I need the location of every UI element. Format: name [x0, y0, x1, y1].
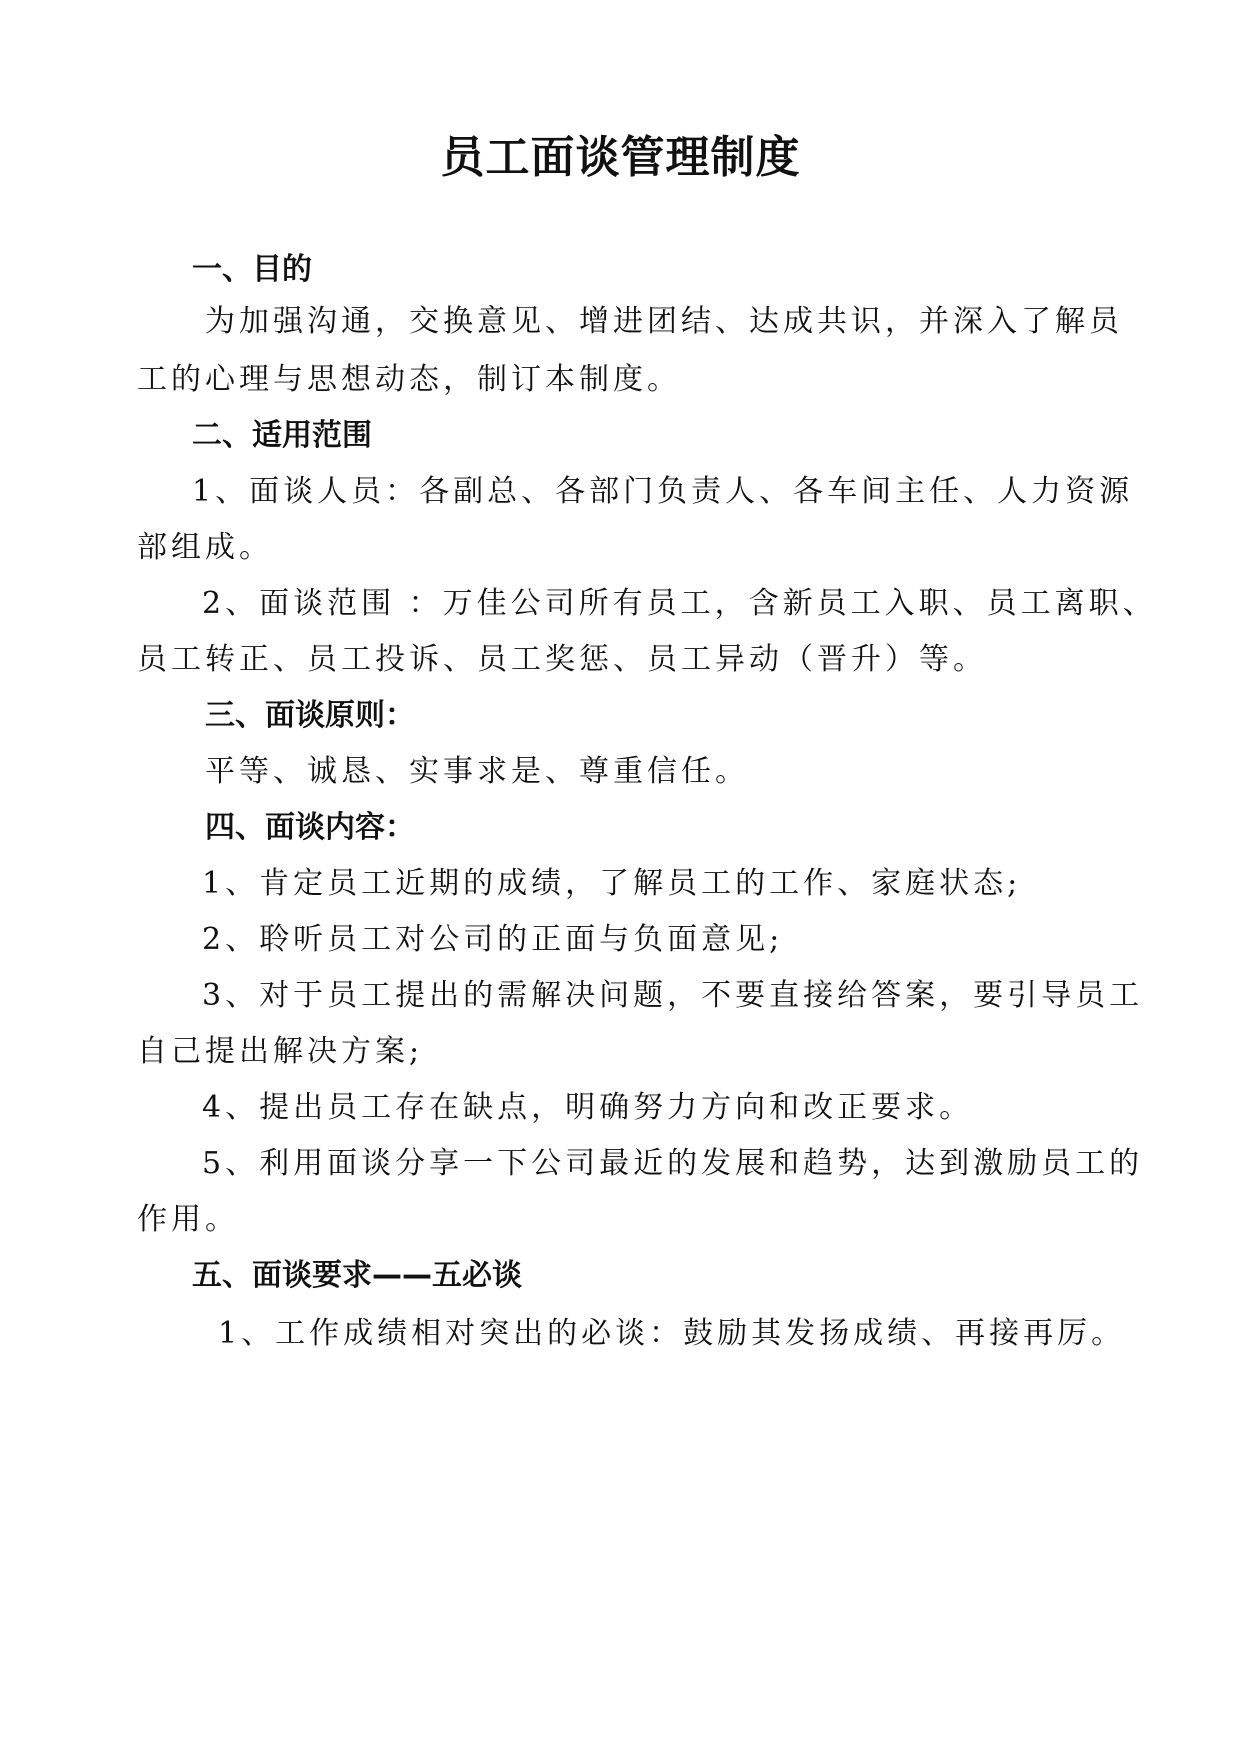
paragraph-line: 自己提出解决方案;	[137, 1034, 424, 1069]
paragraph-line: 4、提出员工存在缺点，明确努力方向和改正要求。	[202, 1090, 974, 1125]
section-heading-principles: 三、面谈原则：	[205, 698, 415, 733]
section-heading-requirements: 五、面谈要求——五必谈	[192, 1258, 522, 1293]
paragraph-line: 作用。	[137, 1202, 239, 1237]
paragraph-line: 为加强沟通，交换意见、增进团结、达成共识，并深入了解员	[205, 304, 1123, 339]
document-title: 员工面谈管理制度	[440, 132, 801, 183]
paragraph-line: 1、肯定员工近期的成绩，了解员工的工作、家庭状态;	[202, 866, 1022, 901]
section-heading-content: 四、面谈内容：	[205, 810, 415, 845]
paragraph-line: 5、利用面谈分享一下公司最近的发展和趋势，达到激励员工的	[202, 1146, 1144, 1181]
paragraph-line: 员工转正、员工投诉、员工奖惩、员工异动（晋升）等。	[137, 642, 987, 677]
paragraph-line: 1、工作成绩相对突出的必谈：鼓励其发扬成绩、再接再厉。	[218, 1316, 1126, 1351]
paragraph-line: 2、聆听员工对公司的正面与负面意见;	[202, 922, 784, 957]
paragraph-line: 2、面谈范围 ：万佳公司所有员工，含新员工入职、员工离职、	[202, 586, 1157, 621]
paragraph-line: 工的心理与思想动态，制订本制度。	[137, 362, 681, 397]
paragraph-line: 1、面谈人员：各副总、各部门负责人、各车间主任、人力资源	[192, 474, 1134, 509]
section-heading-purpose: 一、目的	[192, 252, 312, 287]
section-heading-scope: 二、适用范围	[192, 418, 372, 453]
paragraph-line: 平等、诚恳、实事求是、尊重信任。	[205, 754, 749, 789]
paragraph-line: 部组成。	[137, 530, 273, 565]
paragraph-line: 3、对于员工提出的需解决问题，不要直接给答案，要引导员工	[202, 978, 1144, 1013]
